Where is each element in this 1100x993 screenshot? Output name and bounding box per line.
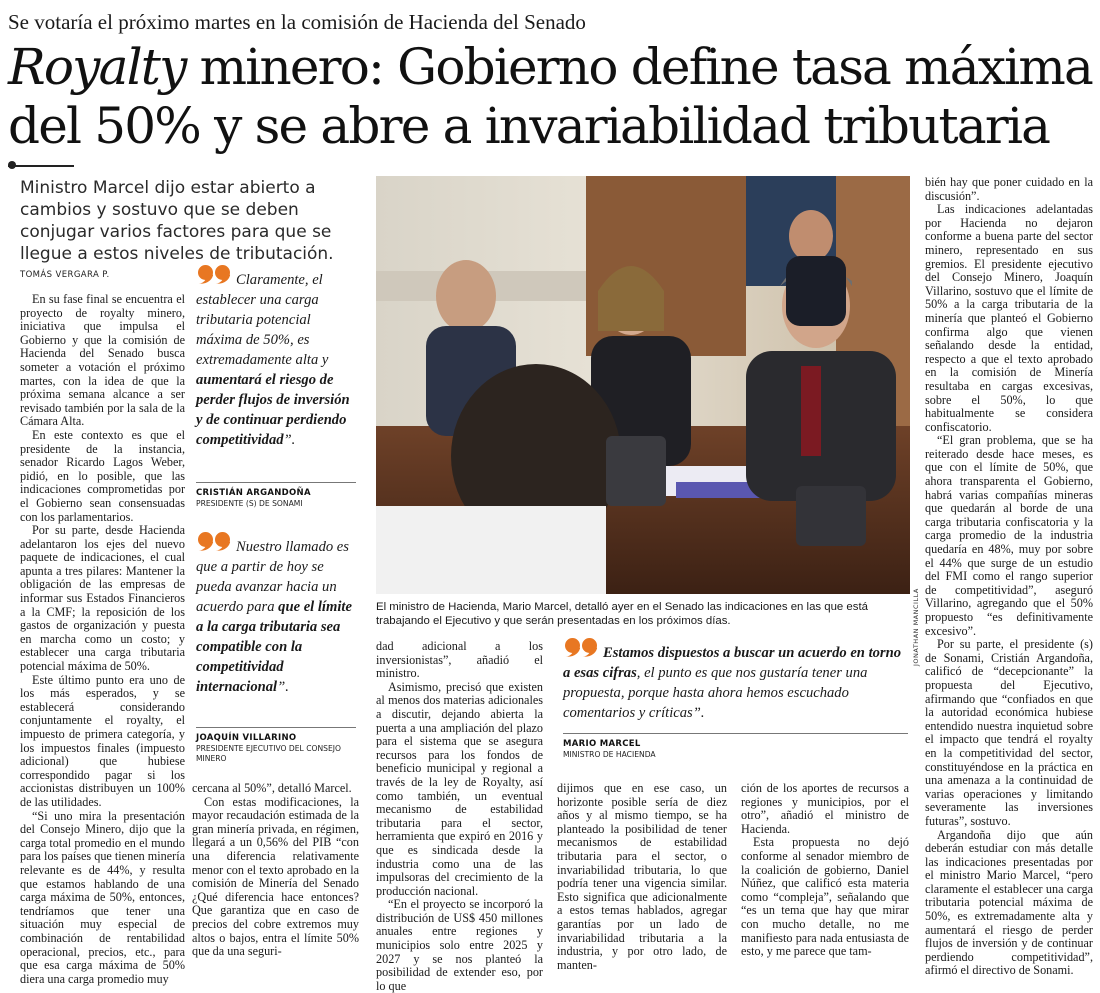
article-column-2 <box>192 782 359 959</box>
article-column-3 <box>376 640 543 993</box>
paragraph: cercana al 50%”, detalló Marcel. <box>192 781 352 795</box>
quote-text-bold: aumentará el riesgo de perder flujos de inversión y de continuar perdiendo competitividad <box>196 372 350 448</box>
headline-italic: Royalty <box>8 38 186 96</box>
pull-quote-villarino <box>196 532 356 697</box>
photo-caption: El ministro de Hacienda, Mario Marcel, detalló ayer en el Senado las indicaciones en las que está trabajando el Ejecutivo y que serán presentadas en los próximos días. <box>376 601 868 627</box>
paragraph: En este contexto es que el presidente de la instancia, senador Ricardo Lagos Weber, pidió, en lo posible, que las indicaciones comprometidas por el Gobierno sean consensuadas con los parlamentarios. <box>20 427 185 524</box>
paragraph: En su fase final se encuentra el proyecto de royalty minero, iniciativa que impulsa el Gobierno y que la comisión de Hacienda del Senado busca someter a votación el próximo martes, con la idea de que la próxima semana alcance a ser revisado también por la sala de la Cámara Alta. <box>20 292 185 429</box>
paragraph: Esta propuesta no dejó conforme al senador miembro de la coalición de gobierno, Daniel Núñez, que calificó esta materia como “compleja”, señalando que “es un tema que hay que mirar con mucho detalle, no me manifiesto para nada entusiasta de esto, y me parece que tam- <box>741 835 909 959</box>
quote-rule <box>196 482 356 483</box>
paragraph: ción de los aportes de recursos a regiones y municipios, por el otro”, añadió el ministro de Hacienda. <box>741 781 909 836</box>
headline <box>8 38 1093 156</box>
paragraph: Por su parte, desde Hacienda adelantaron los ejes del nuevo paquete de indicaciones, el cual apunta a tres pilares: Mantener la obligación de las empresas de informar sus Estados Financieros a la CMF; la reposición de los gastos de organización y puesta en marcha como un costo; y establecer una carga tributaria potencial máxima de 50%. <box>20 523 185 674</box>
quote-text: Nuestro llamado es que a partir de hoy se pueda avanzar hacia un acuerdo para <box>196 539 349 615</box>
paragraph: dijimos que en ese caso, un horizonte posible sería de diez años y al mismo tiempo, se ha planteado la posibilidad de tener mecanismos de estabilidad tributaria para el sector, o invariabilidad tributaria, lo que podría tener una vigencia similar. Esto significa que adicionalmente a estos temas hablados, agregar garantías por un lado de invariabilidad tributaria a la industria, y por otro lado, de manten- <box>557 781 727 972</box>
photo-senate-hearing <box>376 176 910 594</box>
lead-paragraph: Ministro Marcel dijo estar abierto a cambios y sostuvo que se deben conjugar varios factores para que se llegue a estos niveles de tributación. <box>20 178 334 264</box>
quote-rule <box>196 727 356 728</box>
quote-text-end: ”. <box>277 679 289 695</box>
paragraph: Asimismo, precisó que existen al menos dos materias adicionales a discutir, dejando abierta la puerta a una ampliación del plazo para el sistema que se asegura recursos para los fondos de beneficio municipal y regional a través de la ley de Royalty, así como también, un eventual mecanismo de estabilidad tributaria para el sector, herramienta que expiró en 2016 y que es sindicada desde la industria como una de las impulsoras del crecimiento de la producción nacional. <box>376 679 543 898</box>
paragraph: “Si uno mira la presentación del Consejo Minero, dijo que la carga total promedio en el mundo para los países que tienen minería relevante es de 44%, y resulta que estamos hablando de una carga máxima de 50%, entonces, tendríamos que tener una situación muy especial de combinación de rentabilidad operacional, precios, etc., para que esa carga máxima de 50% diera una carga promedio muy <box>20 808 185 986</box>
quote-rule <box>563 733 908 734</box>
paragraph: Por su parte, el presidente (s) de Sonami, Cristián Argandoña, calificó de “decepcionante” la propuesta del Ejecutivo, afirmando que “confiados en que la autoridad económica hubiese entendido nuestra inquietud sobre el impacto que tendrá el royalty en la competitividad del sector, constituyéndose en la práctica en una amenaza a la continuidad de varias operaciones y limitando severamente las inversiones futuras”, sostuvo. <box>925 637 1093 828</box>
quote-mark-icon <box>196 532 232 554</box>
headline-line1: minero: Gobierno define tasa máxima <box>185 38 1092 96</box>
headline-rule <box>8 165 74 167</box>
byline: TOMÁS VERGARA P. <box>20 270 110 280</box>
quote-mark-icon <box>196 265 232 287</box>
paragraph: Argandoña dijo que aún deberán estudiar con más detalle las indicaciones presentadas por el ministro Mario Marcel, “pero claramente el establecer una carga tributaria potencial máxima de 50%, es extremadamente alta y aumentará el riesgo de perder flujos de inversión y de continuar perdiendo competitividad”, afirmó el directivo de Sonami. <box>925 827 1093 978</box>
article-column-5 <box>741 782 909 959</box>
quote-text: , el punto es que nos gustaría tener una propuesta, porque hasta ahora hemos escuchado comentarios y críticas <box>563 665 868 721</box>
quote-text: Claramente, el establecer una carga tributaria potencial máxima de 50%, es extremadamente alta y <box>196 272 329 368</box>
quote-text-end: ”. <box>283 432 296 448</box>
article-column-6 <box>925 176 1093 978</box>
quote-author-role: MINISTRO DE HACIENDA <box>563 750 656 759</box>
photo-credit: JONATHAN MANCILLA <box>912 588 920 666</box>
quote-text-end: ”. <box>692 705 705 721</box>
quote-author-name: JOAQUÍN VILLARINO <box>196 733 297 743</box>
paragraph: “El gran problema, que se ha reiterado desde hace meses, es que con el límite de 50%, que ahora transparenta el Gobierno, habrá varias compañías mineras que quedarán al borde de una carga tributaria confiscatoria y la carga promedio de la industria quedaría en 48%, muy por sobre el 44% que surge de un estudio del FMI como el rango superior de competitividad”, aseguró Villarino, agregando que el 50% propuesto “es definitivamente excesivo”. <box>925 433 1093 638</box>
headline-line2: del 50% y se abre a invariabilidad tributaria <box>8 97 1050 155</box>
article-column-1 <box>20 293 185 986</box>
quote-text-bold: que el límite a la carga tributaria sea compatible con la competitividad internacional <box>196 599 352 695</box>
paragraph: dad adicional a los inversionistas”, añadió el ministro. <box>376 639 543 681</box>
quote-author-name: CRISTIÁN ARGANDOÑA <box>196 488 311 498</box>
kicker: Se votaría el próximo martes en la comisión de Hacienda del Senado <box>8 10 586 34</box>
article-column-4 <box>557 782 727 972</box>
photo-illustration <box>376 176 910 594</box>
paragraph: Las indicaciones adelantadas por Hacienda no dejaron conforme a buena parte del sector minero, representado en sus gremios. El presidente ejecutivo del Consejo Minero, Joaquín Villarino, sostuvo que el límite de 50% a la carga tributaria de la minería que planteó el Gobierno confirma algo que vienen señalando desde la entidad, respecto a que el texto aprobado en la comisión de Minería resultaba en cargas excesivas, sobre el 50%, lo que habitualmente se considera confiscatorio. <box>925 202 1093 434</box>
quote-mark-icon <box>563 638 599 660</box>
quote-author-role: PRESIDENTE EJECUTIVO DEL CONSEJO MINERO <box>196 744 342 763</box>
paragraph: Este último punto era uno de los más esperados, y se establecerá considerando conjuntamente el royalty, el impuesto de primera categoría, y los impuestos finales (impuesto adicional) que hubiese correspondido pagar si los accionistas distribuyen un 100% de las utilidades. <box>20 672 185 809</box>
paragraph: Con estas modificaciones, la mayor recaudación estimada de la gran minería privada, en régimen, llegará a un 0,56% del PIB “con una diferencia relativamente menor con el texto aprobado en la comisión de Minería del Senado ¿Qué diferencia hace entonces? Que garantiza que en caso de precios del cobre extremos muy altos o bajos, entra el límite 50% que da una seguri- <box>192 794 359 959</box>
pull-quote-argandona <box>196 265 356 450</box>
paragraph: bién hay que poner cuidado en la discusión”. <box>925 175 1093 203</box>
quote-text-bold: Estamos dispuestos a buscar un acuerdo en torno a esas cifras <box>563 645 902 681</box>
pull-quote-marcel <box>563 638 908 723</box>
quote-author-name: MARIO MARCEL <box>563 739 641 749</box>
quote-author-role: PRESIDENTE (S) DE SONAMI <box>196 499 303 508</box>
paragraph: “En el proyecto se incorporó la distribución de US$ 450 millones anuales entre regiones y municipios solo entre 2025 y 2027 y se nos planteó la posibilidad de extender eso, por lo que <box>376 897 543 993</box>
